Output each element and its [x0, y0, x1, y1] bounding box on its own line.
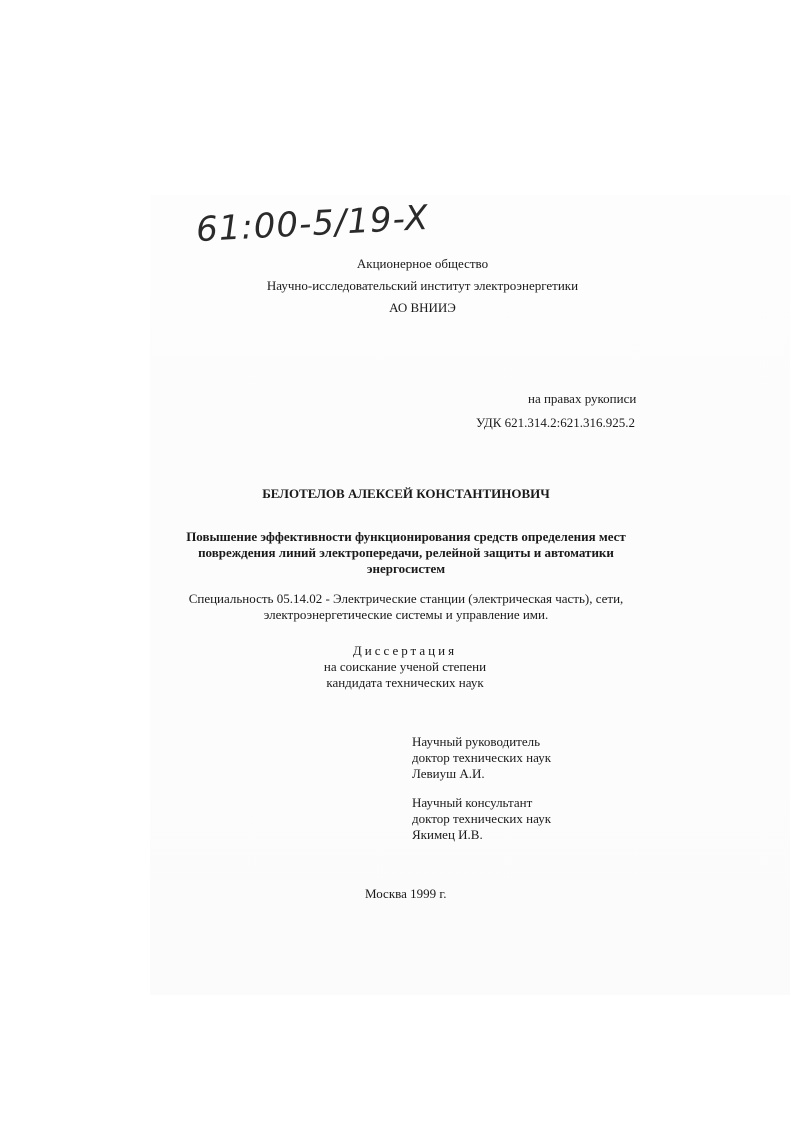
degree-line-1: на соискание ученой степени: [323, 659, 487, 674]
consultant-degree: доктор технических наук: [412, 811, 552, 826]
specialty-line-1: Специальность 05.14.02 - Электрические станции (электрическая часть), сети,: [188, 591, 624, 606]
supervisor-name: Левиуш А.И.: [412, 766, 485, 781]
org-abbreviation: АО ВНИИЭ: [389, 300, 456, 315]
title-line-2: повреждения линий электропередачи, релейной защиты и автоматики: [198, 545, 614, 560]
degree-line-2: кандидата технических наук: [326, 675, 484, 690]
consultant-name: Якимец И.В.: [412, 827, 483, 842]
manuscript-note: на правах рукописи: [528, 391, 637, 406]
author-name: БЕЛОТЕЛОВ АЛЕКСЕЙ КОНСТАНТИНОВИЧ: [262, 486, 550, 501]
org-line-2: Научно-исследовательский институт электроэнергетики: [266, 278, 579, 293]
supervisor-degree: доктор технических наук: [412, 750, 552, 765]
handwritten-catalog-mark: 61:00-5/19-X: [195, 197, 430, 251]
supervisor-role: Научный руководитель: [412, 734, 541, 749]
title-line-1: Повышение эффективности функционирования средств определения мест: [186, 529, 626, 544]
dissertation-label: Диссертация: [352, 643, 458, 658]
org-line-1: Акционерное общество: [356, 256, 489, 271]
udk-code: УДК 621.314.2:621.316.925.2: [476, 415, 636, 430]
place-and-year: Москва 1999 г.: [365, 886, 447, 901]
specialty-line-2: электроэнергетические системы и управление ими.: [263, 607, 549, 622]
consultant-role: Научный консультант: [412, 795, 533, 810]
title-line-3: энергосистем: [366, 561, 446, 576]
